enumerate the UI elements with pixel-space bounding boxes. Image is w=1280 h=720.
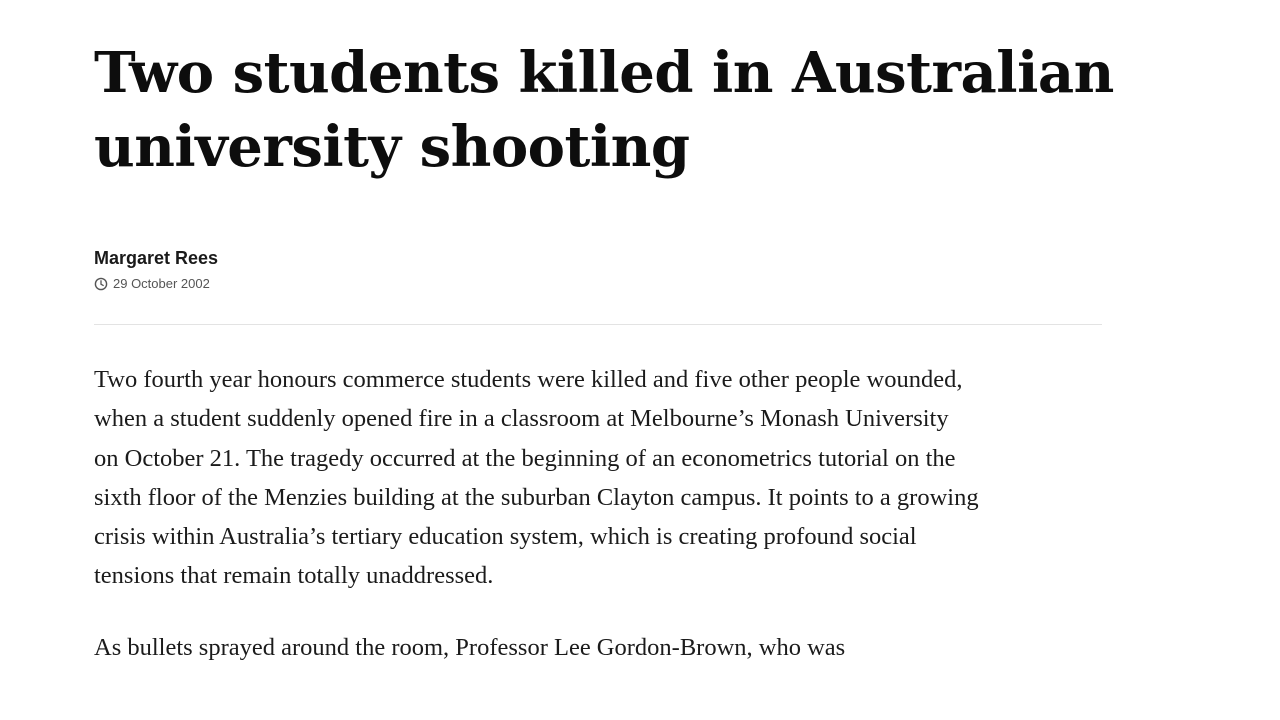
clock-icon	[94, 277, 108, 291]
article-paragraph: As bullets sprayed around the room, Professor Lee Gordon-Brown, who was	[94, 633, 846, 661]
article-paragraph: Two fourth year honours commerce students were killed and five other people wounded, when a student suddenly opened fire in a classroom at Melbourne’s Monash University on October 21. The tragedy occurred at the beginning of an econometrics tutorial on the sixth floor of the Menzies building at the suburban Clayton campus. It points to a growing crisis within Australia’s tertiary education system, which is creating profound social tensions that remain totally unaddressed.	[94, 366, 979, 590]
article-body	[94, 360, 979, 699]
author-name[interactable]: Margaret Rees	[94, 248, 219, 268]
article-headline: Two students killed in Australian university shooting	[94, 40, 1114, 180]
publish-date-row	[94, 276, 218, 292]
byline	[94, 246, 218, 292]
publish-date: 29 October 2002	[113, 276, 210, 291]
article	[94, 0, 1114, 661]
byline-divider	[94, 324, 1102, 325]
